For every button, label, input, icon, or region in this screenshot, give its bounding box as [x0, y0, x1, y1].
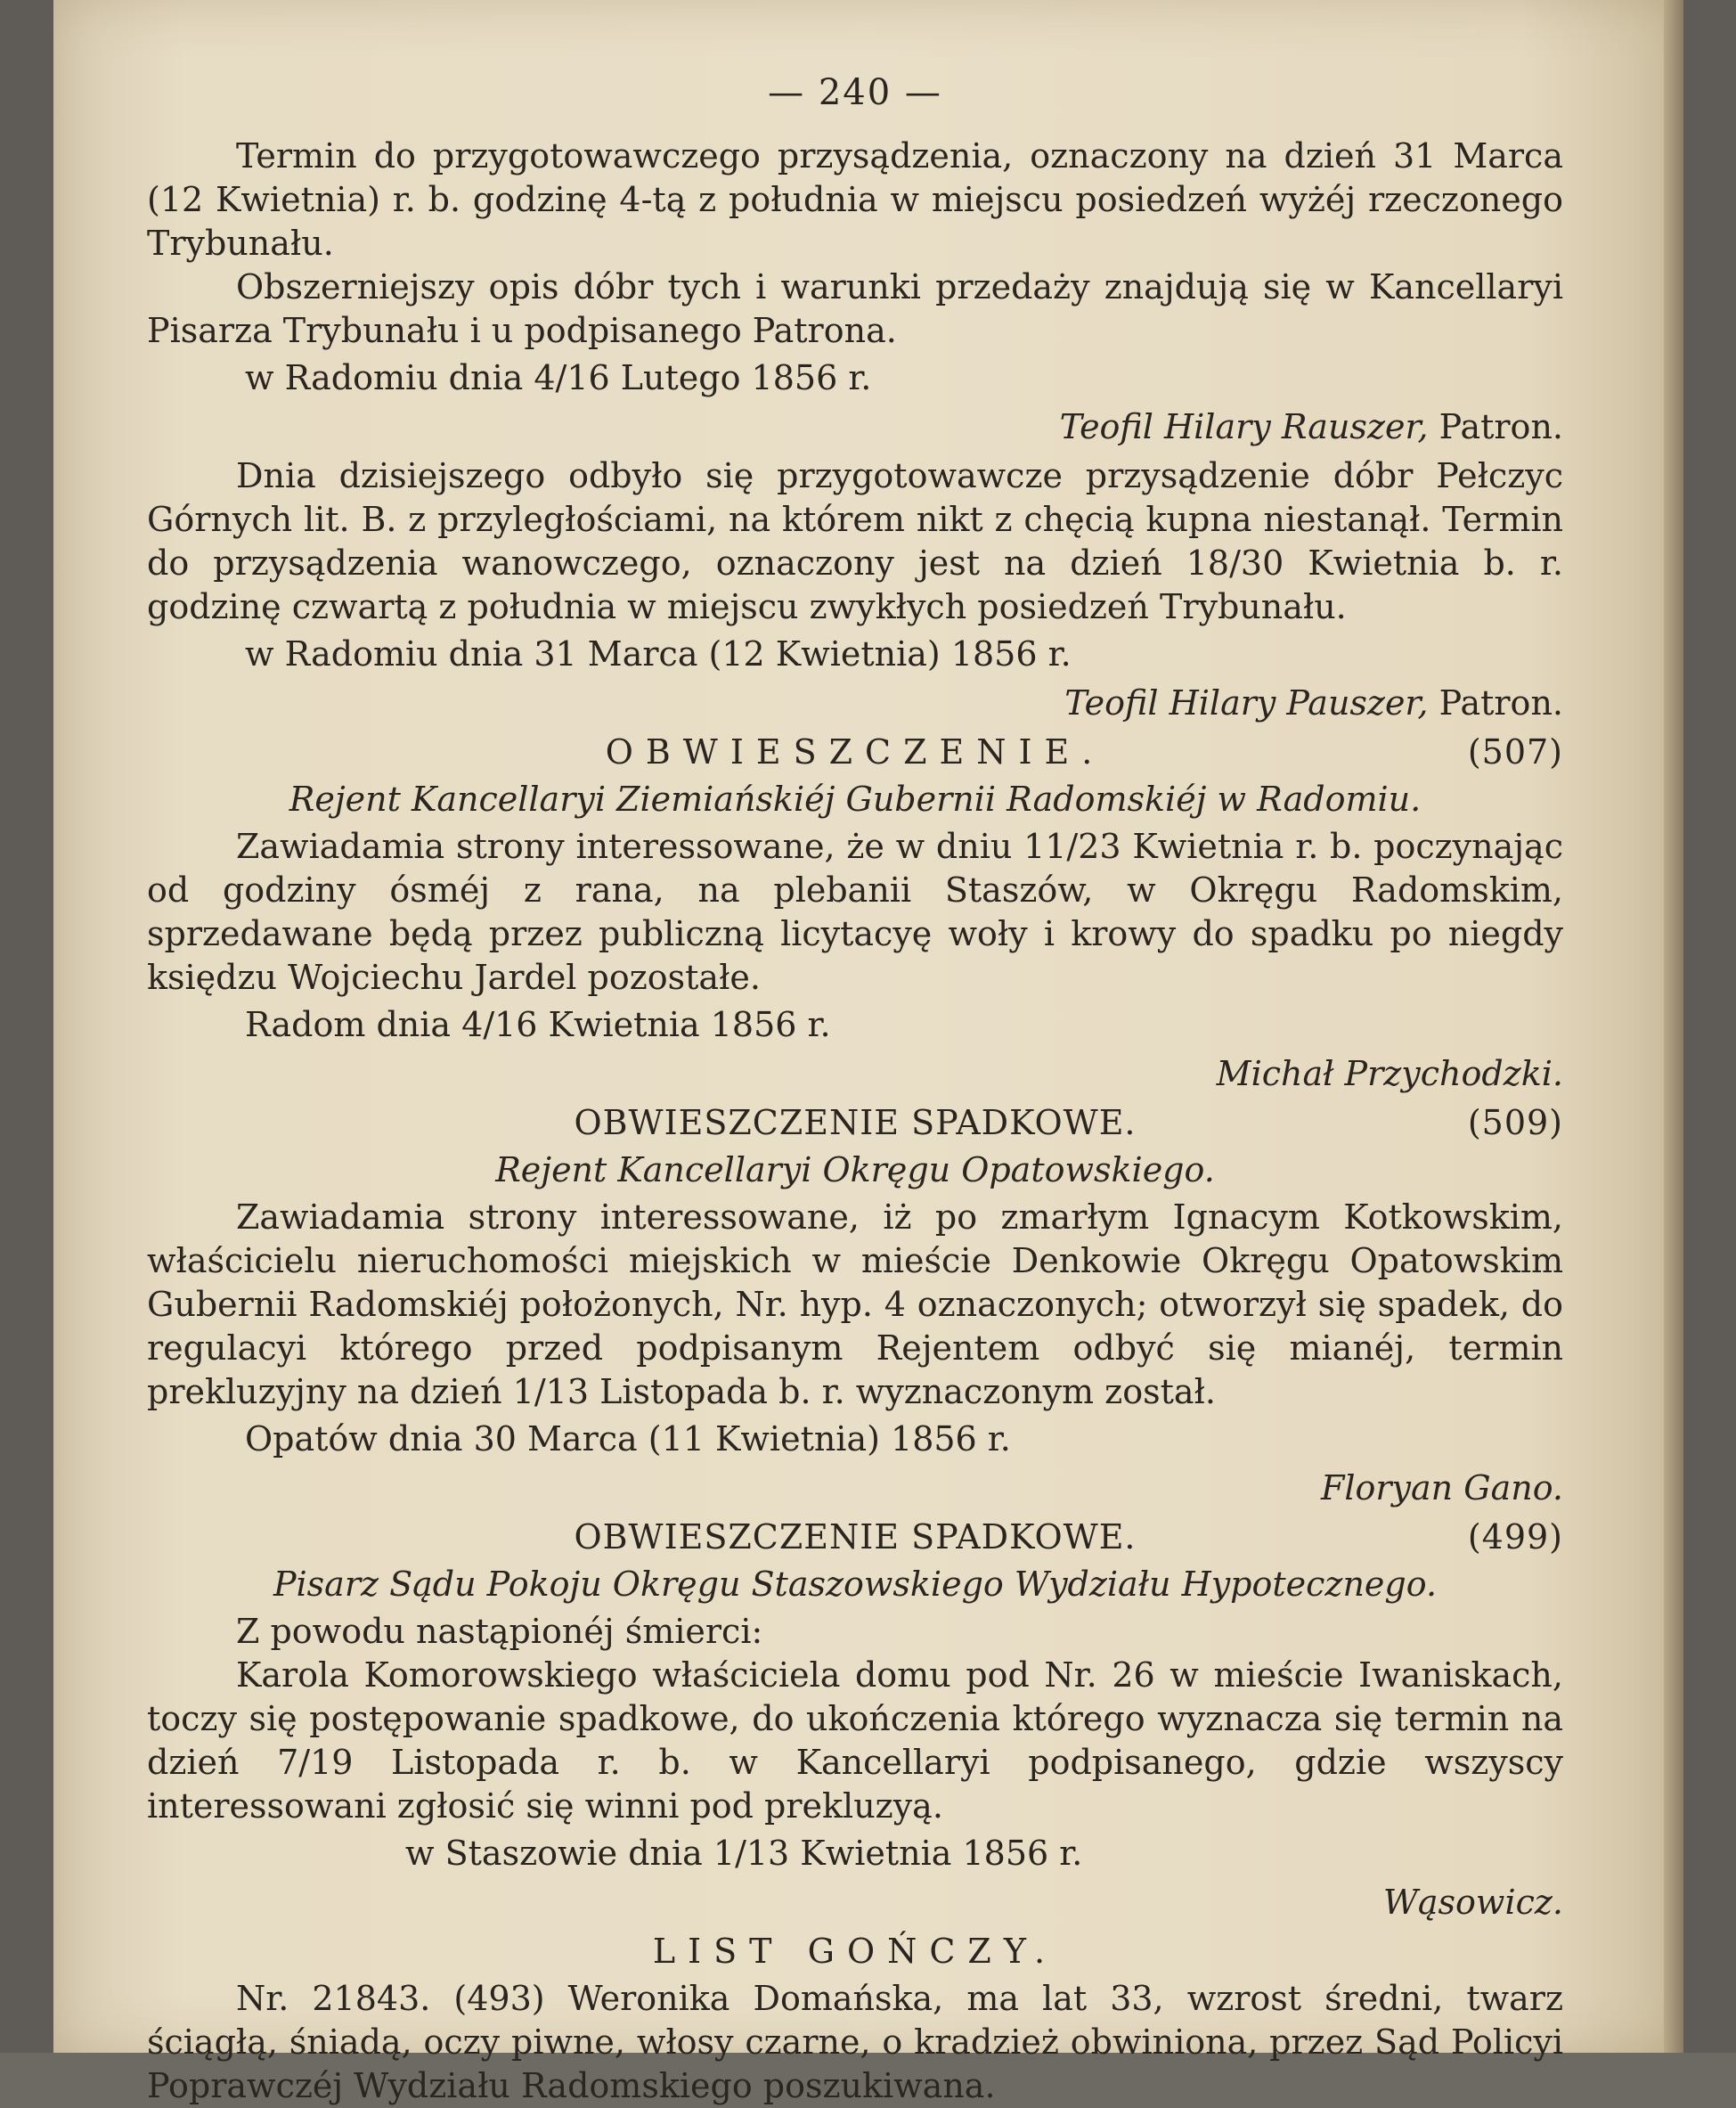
paragraph-licytacja: Zawiadamia strony interessowane, że w dniu 11/23 Kwietnia r. b. poczynając od godziny ósméj z rana, na plebanii Staszów, w Okręgu Radomskim, sprzedawane będą przez publiczną licytacyę woły i krowy do spadku po niegdy księdzu Wojciechu Jardel pozostałe. [147, 827, 1563, 997]
paragraph-przysadzenie: Dnia dzisiejszego odbyło się przygotowawcze przysądzenie dóbr Pełczyc Górnych lit. B. z przyległościami, na którem nikt z chęcią kupna niestanął. Termin do przysądzenia wanowczego, oznaczony jest na dzień 18/30 Kwietnia b. r. godzinę czwartą z południa w miejscu zwykłych posiedzeń Trybunału. [147, 456, 1563, 626]
section-heading [147, 1516, 1563, 1559]
date-line: w Staszowie dnia 1/13 Kwietnia 1856 r. [405, 1834, 1083, 1873]
signature [147, 405, 1563, 449]
date-line: w Radomiu dnia 31 Marca (12 Kwietnia) 1856 r. [245, 634, 1072, 674]
section-heading [147, 1101, 1563, 1145]
paragraph-postepowanie: Karola Komorowskiego właściciela domu pod Nr. 26 w mieście Iwaniskach, toczy się postępowanie spadkowe, do ukończenia którego wyznacza się termin na dzień 7/19 Listopada r. b. w Kancellaryi podpisanego, gdzie wszyscy interessowani zgłosić się winni pod prekluzyą. [147, 1655, 1563, 1826]
signature: Wąsowicz. [1382, 1883, 1563, 1922]
signature: Michał Przychodzki. [1216, 1054, 1563, 1093]
heading-title: OBWIESZCZENIE SPADKOWE. [574, 1517, 1137, 1556]
paragraph-smierc: Z powodu nastąpionéj śmierci: [236, 1612, 763, 1651]
date-line: Opatów dnia 30 Marca (11 Kwietnia) 1856 r. [245, 1419, 1011, 1458]
page-edge [1664, 0, 1683, 2053]
signature [147, 682, 1563, 725]
section-heading [147, 1930, 1563, 1973]
date-line: w Radomiu dnia 4/16 Lutego 1856 r. [245, 358, 872, 397]
section-subheading: Rejent Kancellaryi Okręgu Opatowskiego. [495, 1150, 1215, 1189]
notice-number: (509) [1467, 1103, 1563, 1142]
heading-title: LIST GOŃCZY. [652, 1932, 1058, 1971]
notice-number: (507) [1467, 732, 1563, 772]
page-content [147, 71, 1563, 2108]
signature: Floryan Gano. [1320, 1468, 1563, 1507]
signature-role: Patron. [1439, 407, 1563, 446]
signature-name: Teofil Hilary Rauszer, [1059, 407, 1429, 446]
paragraph-spadek: Zawiadamia strony interessowane, iż po zmarłym Ignacym Kotkowskim, właścicielu nieruchomości miejskich w mieście Denkowie Okręgu Opatowskim Gubernii Radomskiéj położonych, Nr. hyp. 4 oznaczonych; otworzył się spadek, do regulacyi którego przed podpisanym Rejentem odbyć się mianéj, termin prekluzyjny na dzień 1/13 Listopada b. r. wyznaczonym został. [147, 1197, 1563, 1411]
section-subheading: Pisarz Sądu Pokoju Okręgu Staszowskiego Wydziału Hypotecznego. [273, 1565, 1438, 1604]
section-subheading: Rejent Kancellaryi Ziemiańskiéj Gubernii Radomskiéj w Radomiu. [289, 780, 1422, 819]
section-heading [147, 731, 1563, 774]
page-number: — 240 — [768, 72, 942, 113]
notice-number: (499) [1467, 1517, 1563, 1556]
paragraph-opis: Obszerniejszy opis dóbr tych i warunki przedaży znajdują się w Kancellaryi Pisarza Trybunału i u podpisanego Patrona. [147, 267, 1563, 350]
heading-title: OBWIESZCZENIE. [605, 732, 1105, 772]
date-line: Radom dnia 4/16 Kwietnia 1856 r. [245, 1005, 831, 1044]
signature-name: Teofil Hilary Pauszer, [1064, 683, 1429, 723]
heading-title: OBWIESZCZENIE SPADKOWE. [574, 1103, 1137, 1142]
paragraph-termin: Termin do przygotowawczego przysądzenia, oznaczony na dzień 31 Marca (12 Kwietnia) r. b. godzinę 4-tą z południa w miejscu posiedzeń wyżéj rzeczonego Trybunału. [147, 136, 1563, 263]
signature-role: Patron. [1439, 683, 1563, 723]
paragraph-list-gonczy: Nr. 21843. (493) Weronika Domańska, ma lat 33, wzrost średni, twarz ściągłą, śniadą, oczy piwne, włosy czarne, o kradzież obwiniona, przez Sąd Policyi Poprawczéj Wydziału Radomskiego poszukiwana. [147, 1979, 1563, 2105]
